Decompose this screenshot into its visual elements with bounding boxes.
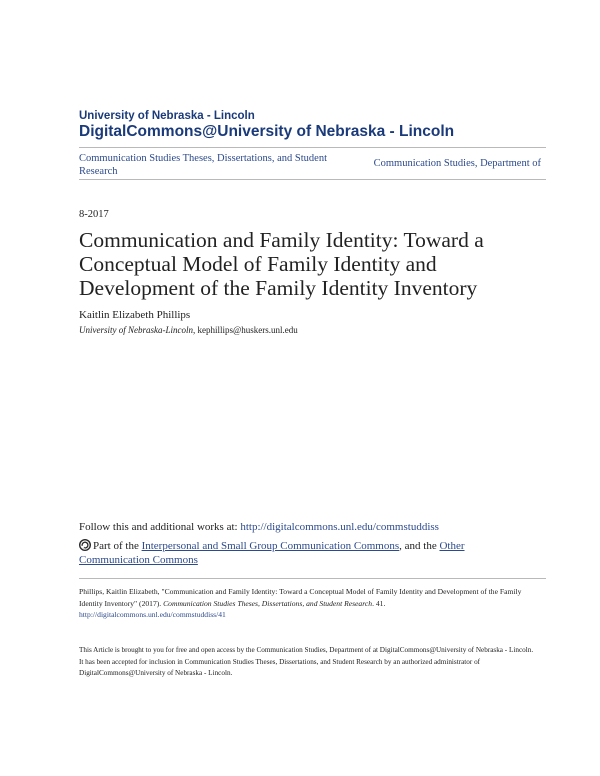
collection-top-rule [79, 147, 546, 148]
citation-rule [79, 578, 546, 579]
citation-number: . 41. [372, 598, 386, 608]
citation-series: Communication Studies Theses, Dissertations, and Student Research [163, 598, 373, 608]
commons-link-other[interactable]: Other Communication Commons [79, 540, 465, 566]
affiliation-email: , kephillips@huskers.unl.edu [193, 325, 298, 335]
citation-block [79, 586, 539, 621]
citation-text: Phillips, Kaitlin Elizabeth, "Communication and Family Identity: Toward a Conceptual Model of Family Identity and Development of the Family Identity Inventory" (2017). [79, 587, 522, 608]
institution-name: University of Nebraska - Lincoln [79, 110, 255, 122]
publication-date: 8-2017 [79, 209, 109, 220]
access-notice: This Article is brought to you for free and open access by the Communication Studies, Department of at DigitalCommons@University of Nebraska - Lincoln. It has been accepted for inclusion in Communication Studies Theses, Dissertations, and Student Research by an authorized administrator of DigitalCommons@University of Nebraska - Lincoln. [79, 646, 534, 677]
commons-link-interpersonal[interactable]: Interpersonal and Small Group Communication Commons [141, 540, 400, 552]
part-of-middle: , and the [399, 540, 440, 552]
repository-name: DigitalCommons@University of Nebraska - Lincoln [79, 123, 455, 140]
author-affiliation [79, 325, 298, 335]
department-link[interactable]: Communication Studies, Department of [373, 158, 541, 169]
follow-url-link[interactable]: http://digitalcommons.unl.edu/commstuddiss [240, 521, 439, 533]
part-of-line [79, 539, 499, 567]
affiliation-institution: University of Nebraska-Lincoln [79, 325, 193, 335]
collection-link[interactable]: Communication Studies Theses, Dissertations, and Student Research [79, 153, 327, 177]
follow-line [79, 521, 439, 533]
collection-bottom-rule [79, 179, 546, 180]
open-access-icon [79, 539, 91, 551]
document-title: Communication and Family Identity: Toward a Conceptual Model of Family Identity and Development of the Family Identity Inventory [79, 228, 484, 300]
part-of-prefix: Part of the [93, 540, 142, 552]
follow-text: Follow this and additional works at: [79, 521, 241, 533]
citation-url-link[interactable]: http://digitalcommons.unl.edu/commstuddiss/41 [79, 610, 226, 619]
author-name: Kaitlin Elizabeth Phillips [79, 309, 191, 321]
